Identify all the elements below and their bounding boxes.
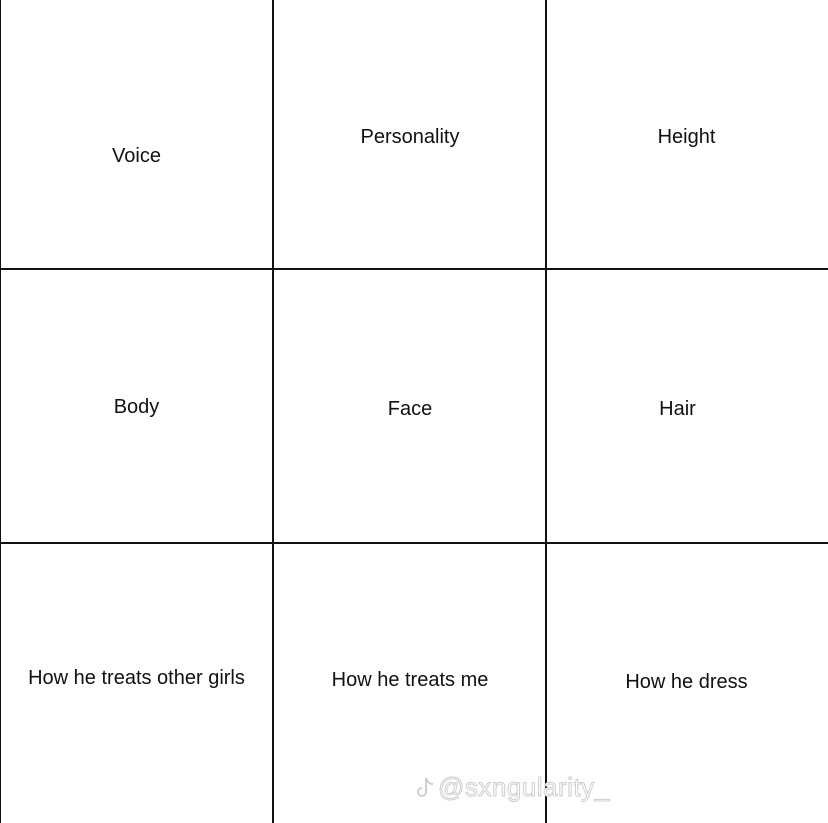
grid-line-vertical [272,0,274,823]
watermark [414,772,610,803]
cell-voice [0,0,273,268]
grid-line-vertical [0,0,1,823]
cell-label: Hair [659,398,696,420]
grid-line-horizontal [0,268,828,270]
cell-label: Voice [112,145,161,167]
cell-label: Body [113,396,160,418]
grid-line-horizontal [0,542,828,544]
cell-label: How he dress [625,671,748,693]
grid-line-vertical [545,0,547,823]
cell-body [0,270,273,542]
cell-personality [274,0,546,268]
watermark-handle: @sxngularity_ [438,772,610,802]
cell-face [274,270,546,542]
tiktok-icon [414,776,436,800]
cell-hair [547,270,828,542]
cell-label: Face [387,398,433,420]
cell-label: How he treats other girls [28,667,245,689]
cell-label: Height [657,126,716,148]
cell-label: Personality [360,126,460,148]
cell-how-he-treats-other-girls [0,544,273,823]
cell-label: How he treats me [331,669,489,691]
cell-height [547,0,828,268]
